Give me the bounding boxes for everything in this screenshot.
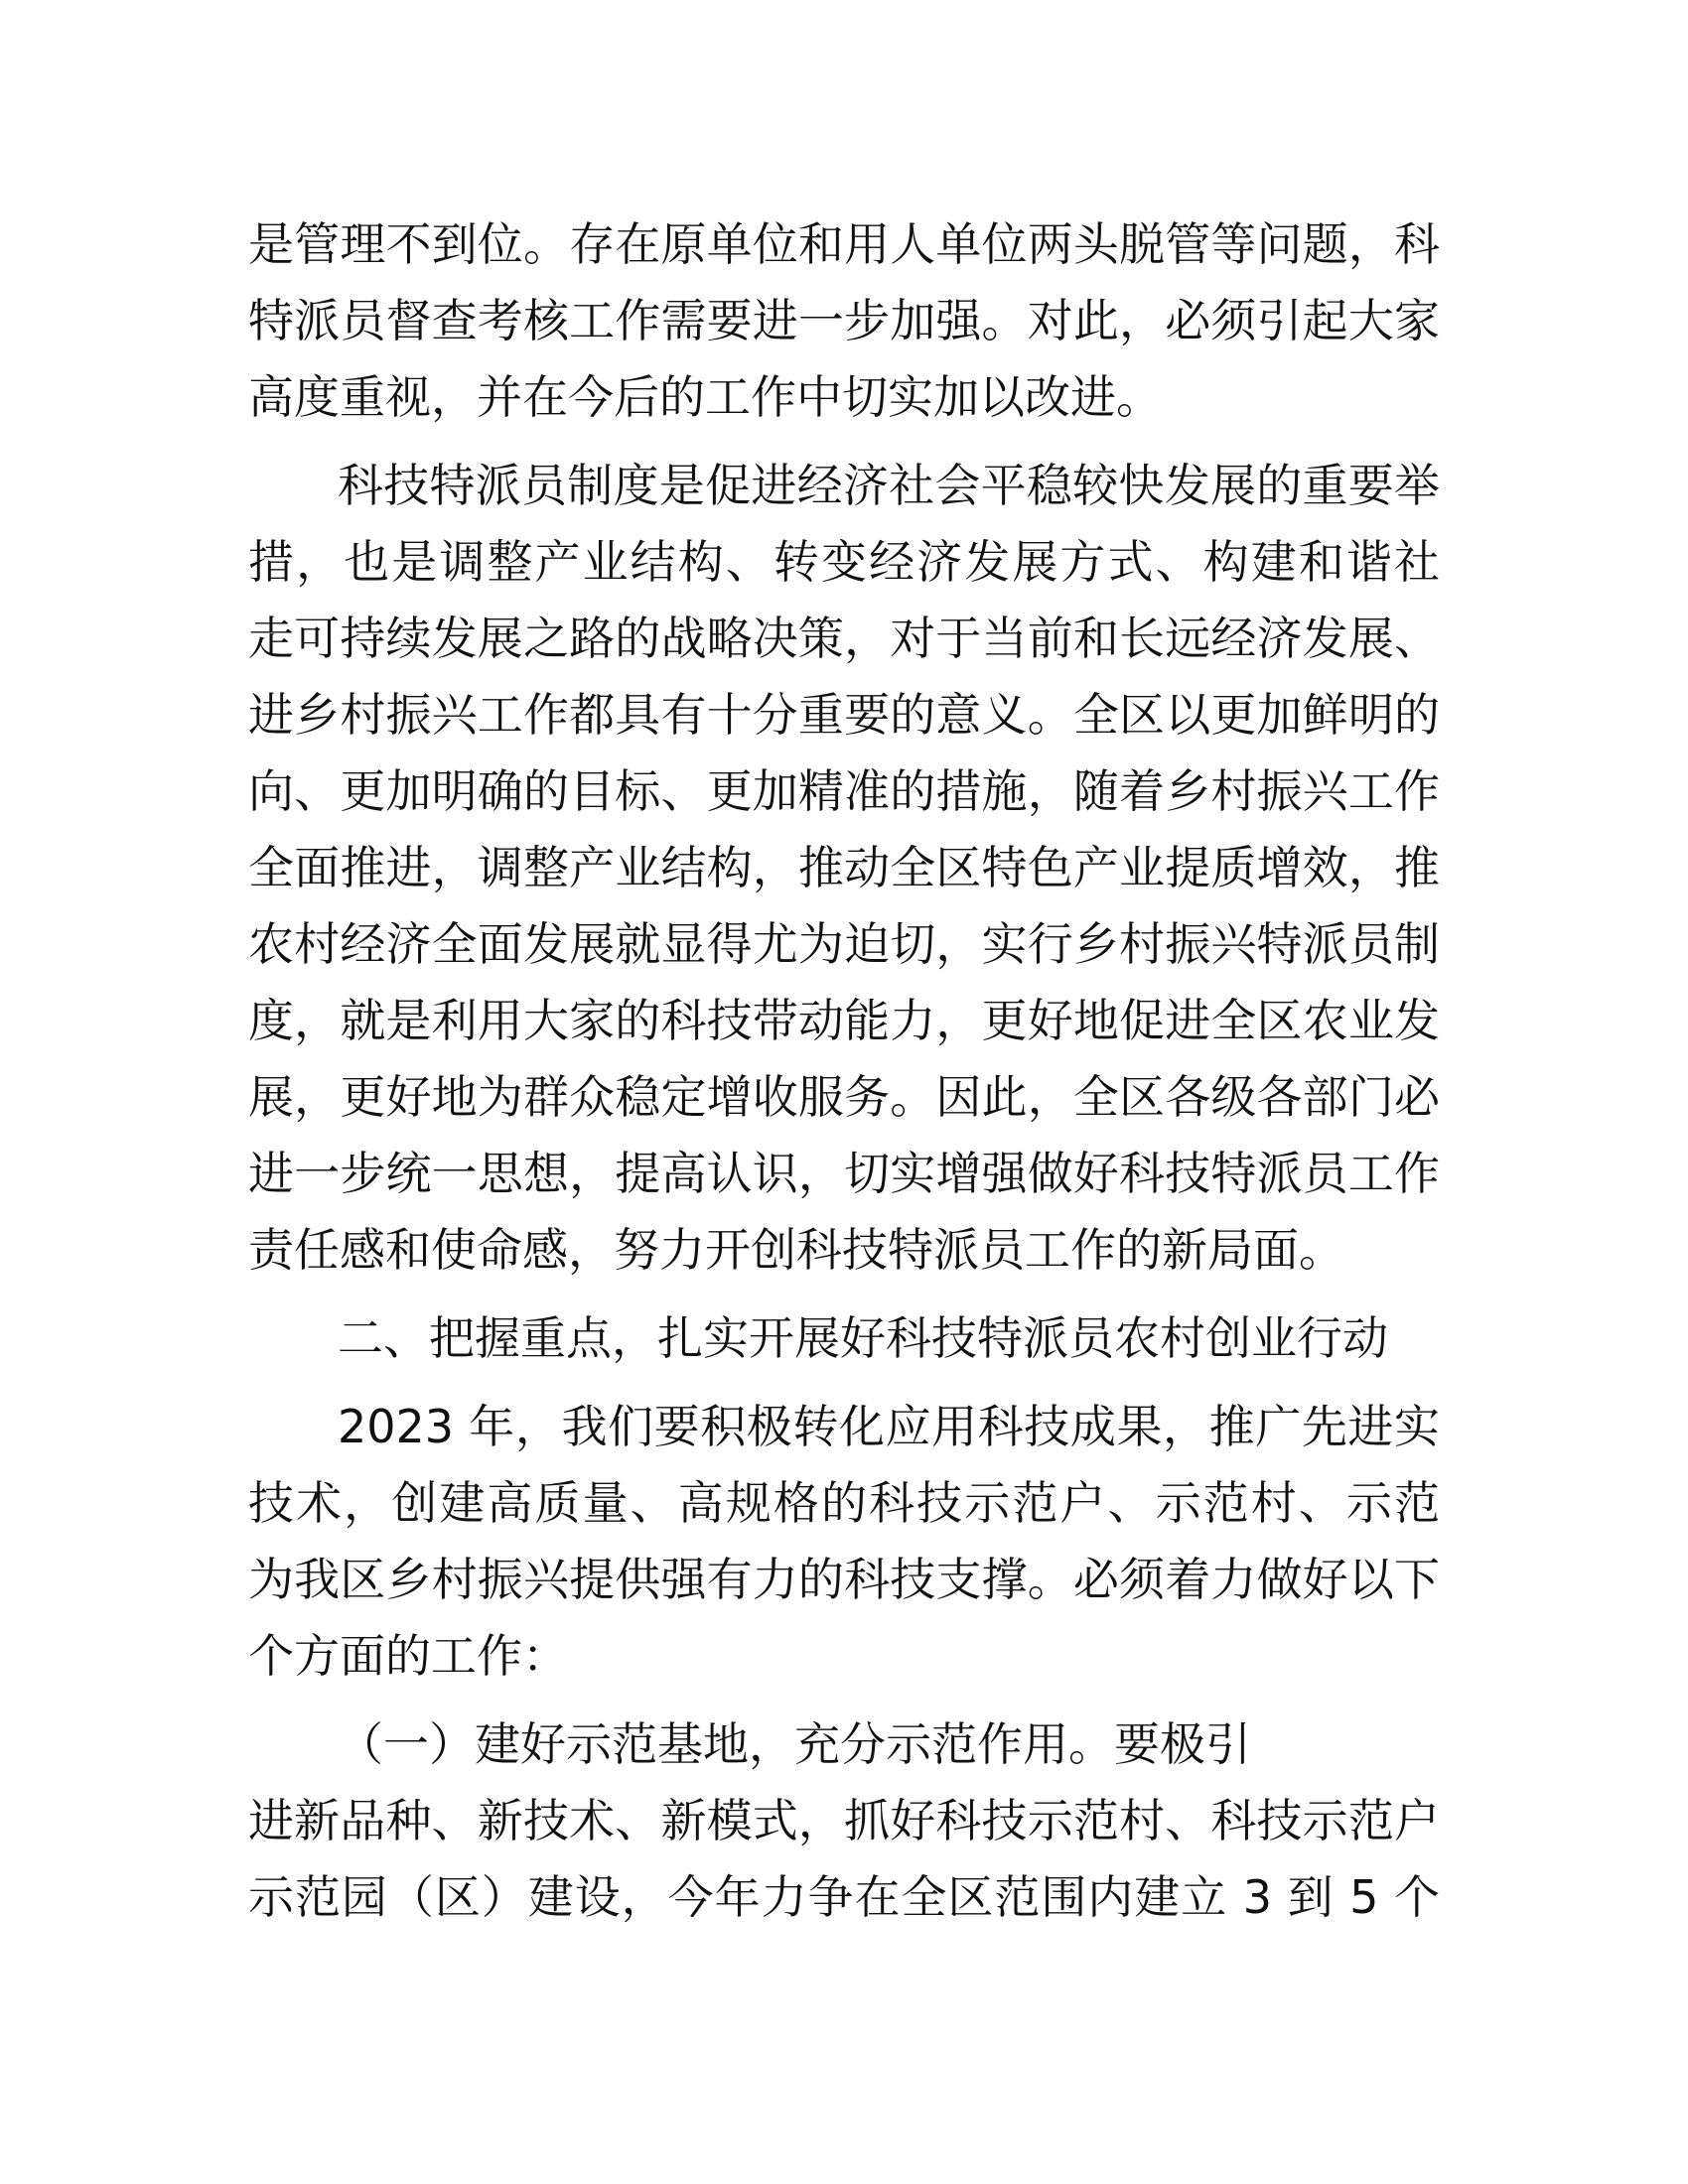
heading-line: 二、把握重点，扎实开展好科技特派员农村创业行动 — [338, 1311, 1388, 1365]
text-line: 全面推进，调整产业结构，推动全区特色产业提质增效，推 — [248, 841, 1440, 894]
text-line: 向、更加明确的目标、更加精准的措施，随着乡村振兴工作 — [248, 764, 1440, 818]
text-line: 进一步统一思想，提高认识，切实增强做好科技特派员工作 — [248, 1147, 1440, 1200]
text-line: 科技特派员制度是促进经济社会平稳较快发展的重要举 — [338, 459, 1440, 512]
paragraph-3 — [248, 1389, 1440, 1695]
text-line: 技术，创建高质量、高规格的科技示范户、示范村、示范 — [248, 1476, 1440, 1530]
text-line: 是管理不到位。存在原单位和用人单位两头脱管等问题，科 — [248, 217, 1440, 271]
text-line: 高度重视，并在今后的工作中切实加以改进。 — [248, 370, 1162, 424]
text-line: 特派员督查考核工作需要进一步加强。对此，必须引起大家 — [248, 294, 1440, 347]
text-line: 进新品种、新技术、新模式，抓好科技示范村、科技示范户 — [248, 1794, 1440, 1847]
paragraph-4 — [248, 1706, 1440, 1936]
text-line: 进乡村振兴工作都具有十分重要的意义。全区以更加鲜明的 — [248, 688, 1440, 742]
text-line: 走可持续发展之路的战略决策，对于当前和长远经济发展、 — [248, 612, 1440, 665]
text-line: 责任感和使命感，努力开创科技特派员工作的新局面。 — [248, 1223, 1344, 1277]
text-line: 为我区乡村振兴提供强有力的科技支撑。必须着力做好以下 — [248, 1553, 1440, 1606]
document-body — [248, 206, 1440, 1936]
text-line: 度，就是利用大家的科技带动能力，更好地促进全区农业发 — [248, 994, 1440, 1047]
text-line: 展，更好地为群众稳定增收服务。因此，全区各级各部门必 — [248, 1070, 1440, 1124]
text-line: 个方面的工作： — [248, 1629, 568, 1683]
text-line: 示范园（区）建设，今年力争在全区范围内建立 3 到 5 个 — [248, 1870, 1440, 1924]
paragraph-1 — [248, 206, 1440, 436]
text-line: 2023 年，我们要积极转化应用科技成果，推广先进实 — [338, 1400, 1440, 1453]
paragraph-2 — [248, 448, 1440, 1289]
text-line: 农村经济全面发展就显得尤为迫切，实行乡村振兴特派员制 — [248, 917, 1440, 971]
text-line: 措，也是调整产业结构、转变经济发展方式、构建和谐社 — [248, 535, 1440, 589]
text-line: （一）建好示范基地，充分示范作用。要极引 — [338, 1717, 1251, 1771]
section-heading — [248, 1300, 1440, 1377]
